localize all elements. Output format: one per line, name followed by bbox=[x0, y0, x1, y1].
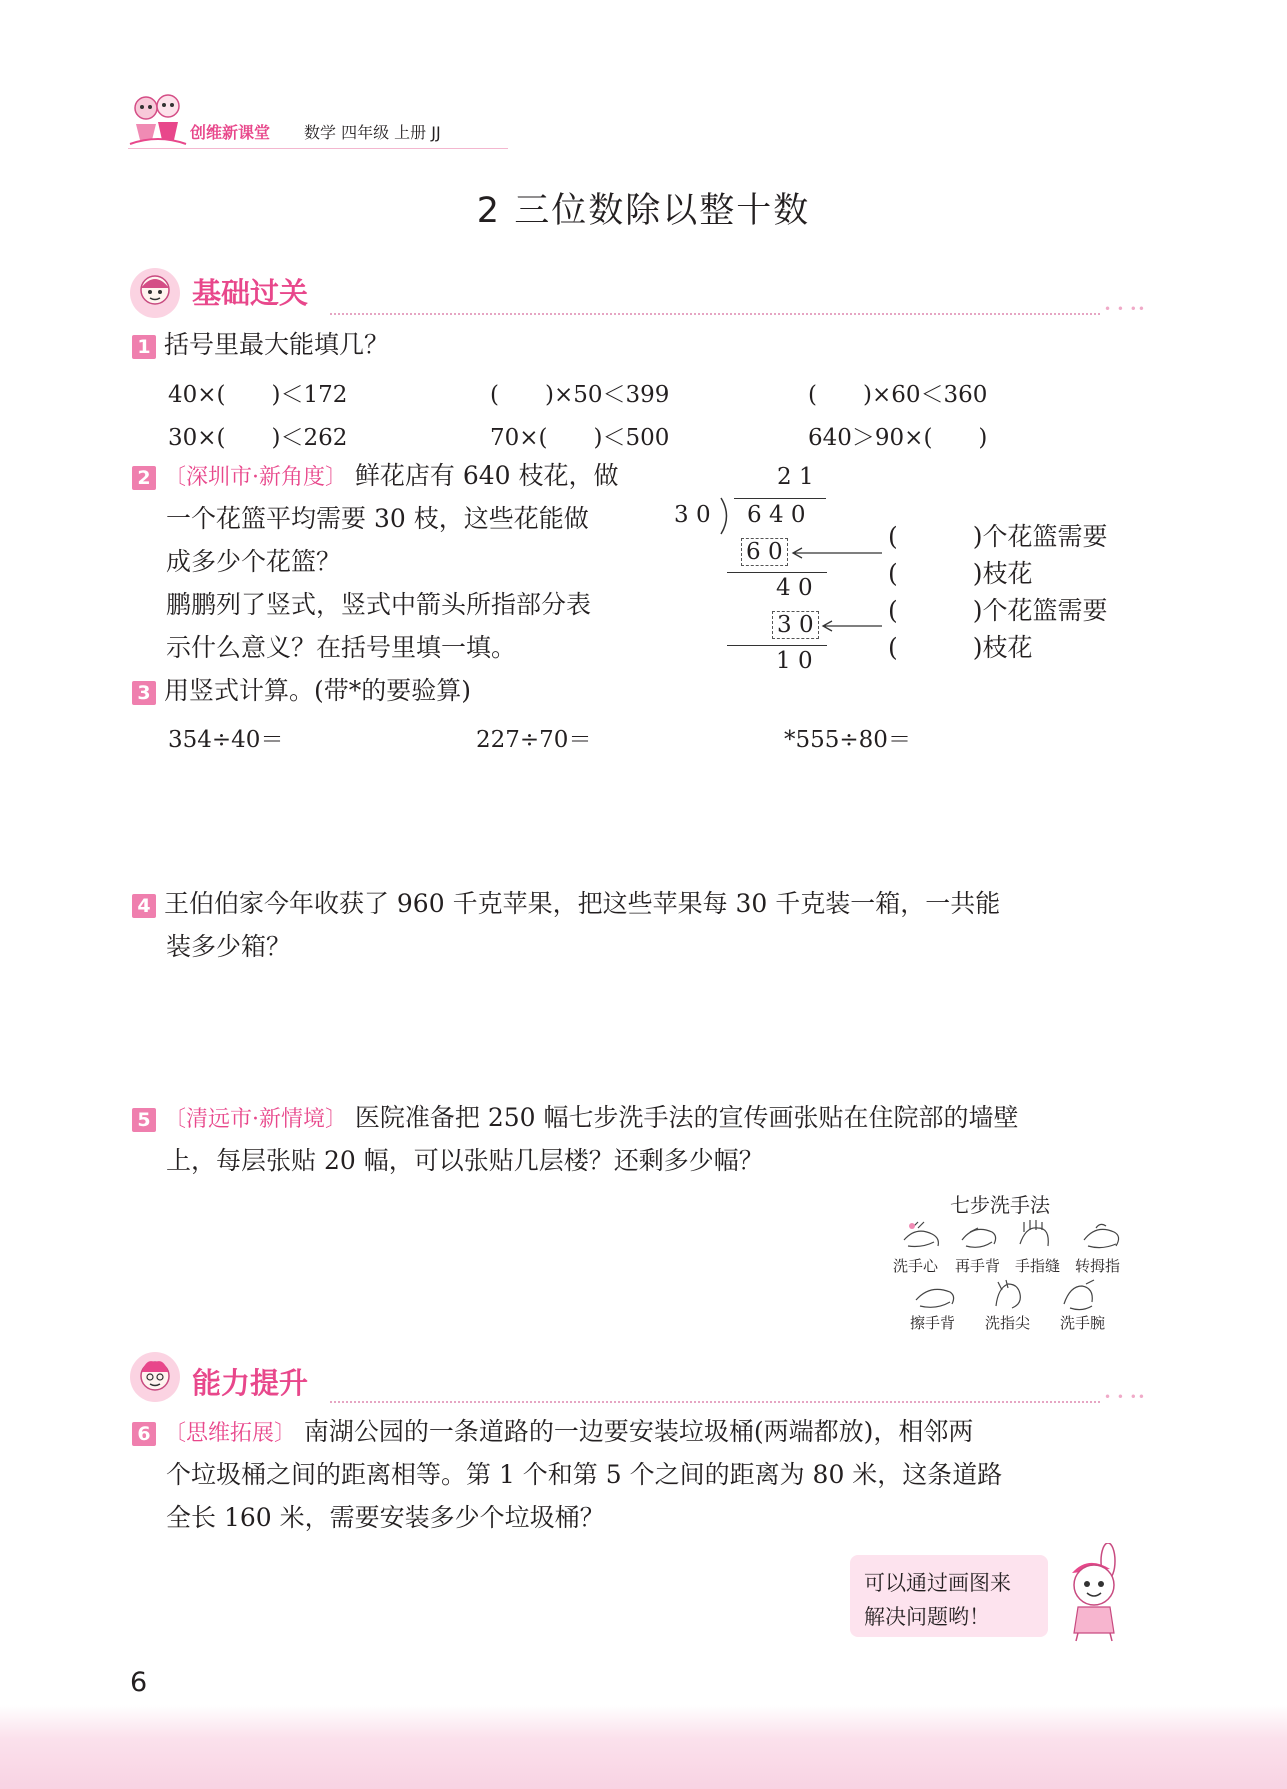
question-tag: 〔深圳市·新角度〕 bbox=[163, 465, 347, 490]
arrow-icon bbox=[790, 545, 882, 559]
section-divider bbox=[330, 313, 1100, 315]
question-text: 括号里最大能填几？ bbox=[163, 330, 389, 359]
header-brand: 创维新课堂 bbox=[190, 123, 271, 142]
q3-item: 354÷40＝ bbox=[168, 727, 284, 753]
section-title-advanced: 能力提升 bbox=[192, 1366, 309, 1400]
footer-band bbox=[0, 1705, 1287, 1789]
handwash-step-label: 洗手腕 bbox=[1060, 1314, 1106, 1332]
question-tag: 〔思维拓展〕 bbox=[163, 1421, 296, 1446]
division-remainder-1: 4 0 bbox=[776, 575, 813, 601]
answer-blank[interactable]: ( )个花篮需要 bbox=[888, 522, 1108, 551]
arrow-icon bbox=[820, 618, 882, 632]
question-3 bbox=[132, 669, 471, 713]
question-line: 王伯伯家今年收获了 960 千克苹果，把这些苹果每 30 千克装一箱，一共能 bbox=[163, 889, 1001, 918]
handwash-icons-row-2 bbox=[910, 1278, 1110, 1312]
question-number: 4 bbox=[132, 894, 156, 918]
answer-blank[interactable]: ( )个花篮需要 bbox=[888, 596, 1108, 625]
question-number: 1 bbox=[132, 335, 156, 359]
q1-item: ( )×50＜399 bbox=[490, 382, 670, 408]
division-divisor: 3 0 bbox=[674, 502, 711, 528]
handwash-figure-title: 七步洗手法 bbox=[950, 1193, 1050, 1217]
question-line: 个垃圾桶之间的距离相等。第 1 个和第 5 个之间的距离为 80 米，这条道路 bbox=[166, 1460, 1003, 1489]
question-line: 南湖公园的一条道路的一边要安装垃圾桶(两端都放)，相邻两 bbox=[303, 1417, 974, 1446]
q1-item: 640＞90×( ) bbox=[808, 425, 988, 451]
q3-item: 227÷70＝ bbox=[476, 727, 592, 753]
rabbit-mascot-icon bbox=[1058, 1543, 1132, 1643]
section-dots: • • •• bbox=[1104, 302, 1146, 316]
handwash-icons-row-1 bbox=[898, 1218, 1130, 1254]
question-line: 示什么意义？在括号里填一填。 bbox=[166, 633, 517, 662]
question-line: 装多少箱？ bbox=[166, 932, 292, 961]
answer-blank[interactable]: ( )枝花 bbox=[888, 633, 1033, 662]
question-6 bbox=[132, 1410, 973, 1456]
header-meta: 数学 四年级 上册 JJ bbox=[304, 123, 441, 142]
question-tag: 〔清远市·新情境〕 bbox=[163, 1107, 347, 1132]
question-line: 鲜花店有 640 枝花，做 bbox=[354, 461, 619, 490]
handwash-step-label: 洗指尖 bbox=[985, 1314, 1031, 1332]
handwash-step-label: 再手背 bbox=[955, 1257, 1001, 1275]
handwash-step-label: 手指缝 bbox=[1015, 1257, 1061, 1275]
question-4 bbox=[132, 882, 1000, 926]
question-line: 上，每层张贴 20 幅，可以张贴几层楼？还剩多少幅？ bbox=[166, 1146, 764, 1175]
handwash-step-label: 洗手心 bbox=[893, 1257, 939, 1275]
question-line: 成多少个花篮？ bbox=[166, 547, 342, 576]
division-bar bbox=[734, 498, 826, 499]
section-mascot-girl bbox=[128, 266, 182, 320]
handwash-step-label: 转拇指 bbox=[1075, 1257, 1121, 1275]
hint-text: 可以通过画图来 bbox=[864, 1571, 1011, 1595]
division-step-2-box: 3 0 bbox=[772, 611, 819, 639]
question-line: 全长 160 米，需要安装多少个垃圾桶？ bbox=[166, 1503, 605, 1532]
question-number: 6 bbox=[132, 1422, 156, 1446]
question-number: 5 bbox=[132, 1108, 156, 1132]
section-title-basic: 基础过关 bbox=[192, 276, 309, 310]
question-line: 医院准备把 250 幅七步洗手法的宣传画张贴在住院部的墙壁 bbox=[354, 1103, 1019, 1132]
division-quotient: 2 1 bbox=[777, 464, 814, 490]
section-divider bbox=[330, 1401, 1100, 1403]
q1-item: ( )×60＜360 bbox=[808, 382, 988, 408]
q1-item: 40×( )＜172 bbox=[168, 382, 348, 408]
answer-blank[interactable]: ( )枝花 bbox=[888, 559, 1033, 588]
handwash-step-label: 擦手背 bbox=[910, 1314, 956, 1332]
page-title: 2 三位数除以整十数 bbox=[476, 191, 811, 231]
question-line: 鹏鹏列了竖式，竖式中箭头所指部分表 bbox=[166, 590, 592, 619]
page-number: 6 bbox=[130, 1667, 148, 1698]
question-line: 一个花篮平均需要 30 枝，这些花能做 bbox=[166, 504, 589, 533]
q3-item: *555÷80＝ bbox=[784, 727, 911, 753]
question-1 bbox=[132, 323, 389, 367]
question-number: 3 bbox=[132, 681, 156, 705]
section-dots: • • •• bbox=[1104, 1390, 1146, 1404]
question-2 bbox=[132, 454, 619, 500]
question-5 bbox=[132, 1096, 1019, 1142]
division-line bbox=[727, 572, 827, 573]
division-bracket bbox=[718, 497, 734, 535]
header-divider bbox=[128, 148, 508, 149]
question-text: 用竖式计算。(带*的要验算) bbox=[163, 676, 471, 705]
header-mascot bbox=[128, 90, 188, 150]
q1-item: 30×( )＜262 bbox=[168, 425, 348, 451]
division-remainder-2: 1 0 bbox=[776, 648, 813, 674]
section-mascot-boy bbox=[128, 1350, 182, 1404]
division-line bbox=[727, 645, 827, 646]
q1-item: 70×( )＜500 bbox=[490, 425, 670, 451]
hint-text: 解决问题哟！ bbox=[864, 1605, 990, 1629]
division-dividend: 6 4 0 bbox=[747, 502, 806, 528]
question-number: 2 bbox=[132, 466, 156, 490]
division-step-1-box: 6 0 bbox=[741, 538, 788, 566]
